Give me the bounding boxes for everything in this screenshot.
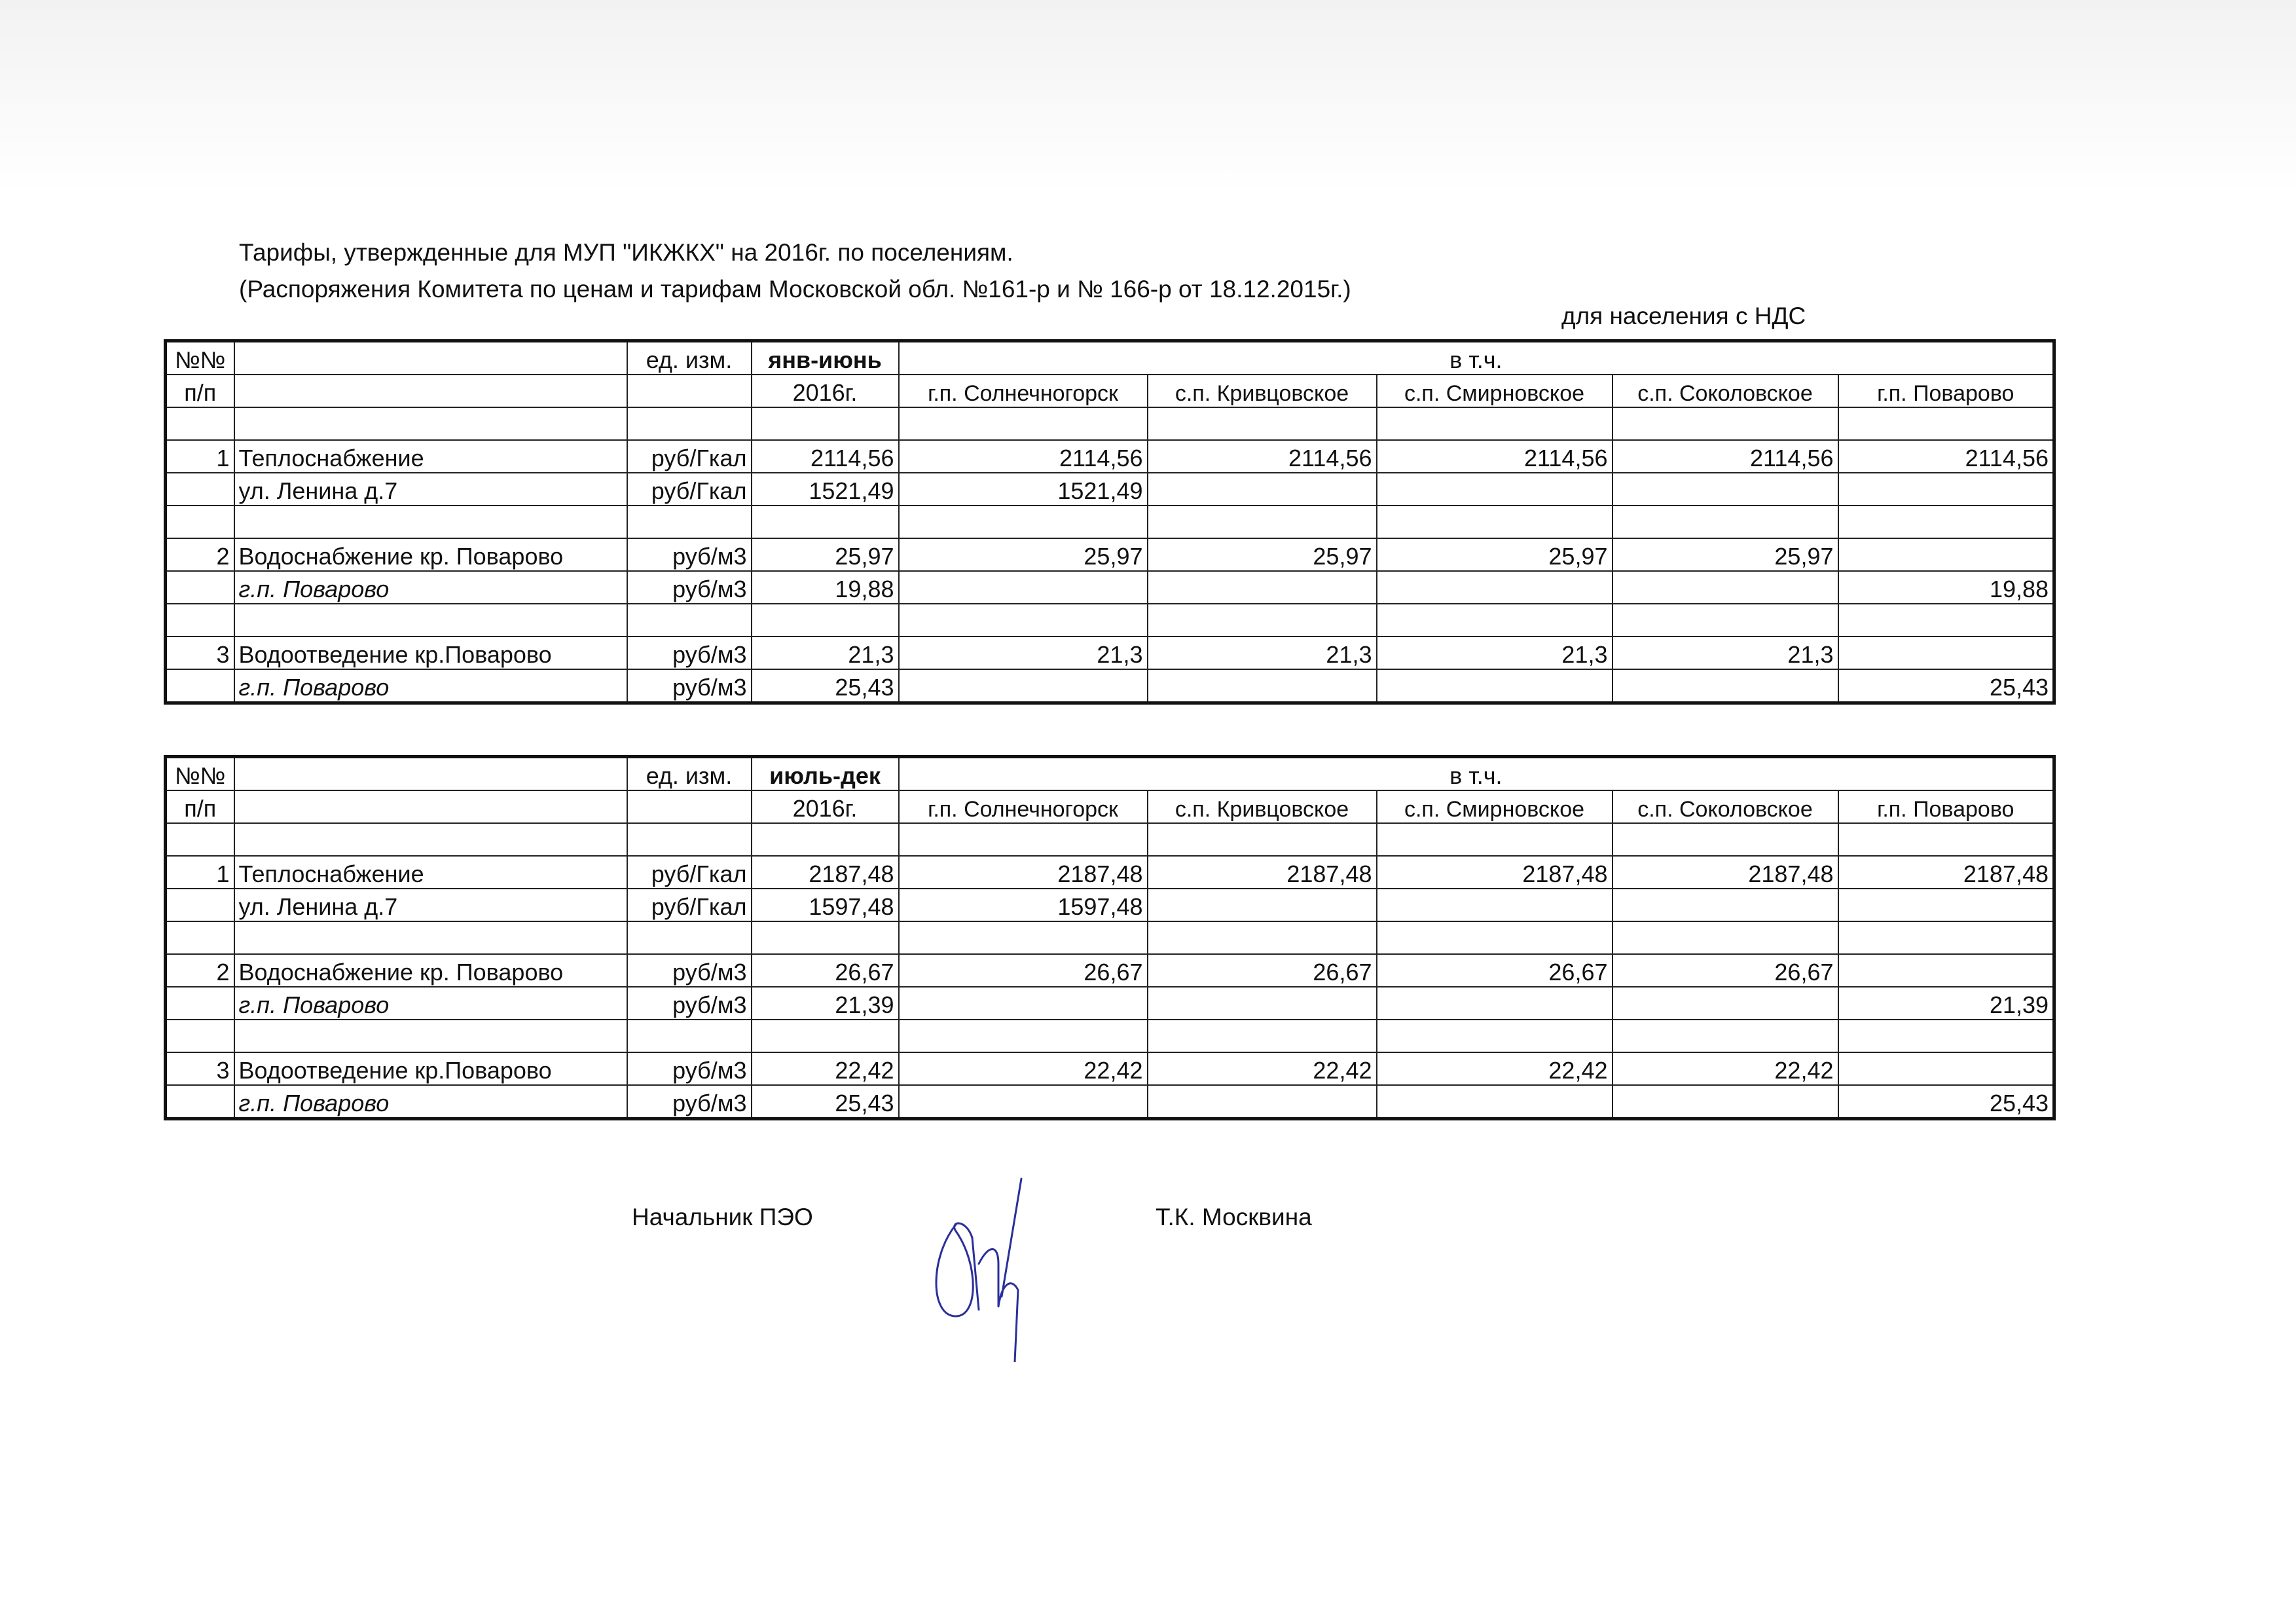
row-num: 3: [166, 1052, 234, 1085]
row-total: 22,42: [752, 1052, 899, 1085]
table-row: [166, 1085, 2054, 1119]
col-year: 2016г.: [752, 375, 899, 407]
row-value: 2187,48: [1148, 856, 1377, 889]
col-district-3: с.п. Смирновское: [1377, 790, 1613, 823]
row-value: [1148, 1085, 1377, 1119]
row-value: 25,43: [1838, 1085, 2054, 1119]
row-num: [166, 473, 234, 506]
row-name: г.п. Поварово: [234, 987, 627, 1020]
row-value: [1613, 1085, 1838, 1119]
population-vat-note: для населения с НДС: [1561, 303, 1806, 329]
row-value: [899, 669, 1148, 703]
row-value: 26,67: [1377, 954, 1613, 987]
row-value: 22,42: [1148, 1052, 1377, 1085]
row-value: 21,3: [899, 637, 1148, 669]
table-row: [166, 856, 2054, 889]
row-value: [1613, 889, 1838, 921]
col-district-1: г.п. Солнечногорск: [899, 375, 1148, 407]
col-name-blank: [234, 341, 627, 375]
row-total: 25,97: [752, 538, 899, 571]
row-total: 2187,48: [752, 856, 899, 889]
row-value: 22,42: [1613, 1052, 1838, 1085]
row-total: 25,43: [752, 669, 899, 703]
document-heading: [239, 234, 1351, 308]
header-row-1: [166, 341, 2054, 375]
row-num: 2: [166, 538, 234, 571]
signature-role: Начальник ПЭО: [632, 1204, 813, 1230]
row-value: 19,88: [1838, 571, 2054, 604]
row-value: 21,3: [1377, 637, 1613, 669]
row-total: 21,3: [752, 637, 899, 669]
table-row: [166, 538, 2054, 571]
row-unit: руб/м3: [627, 571, 752, 604]
row-total: 2114,56: [752, 440, 899, 473]
row-name: ул. Ленина д.7: [234, 473, 627, 506]
col-unit-blank: [627, 375, 752, 407]
table-row: [166, 954, 2054, 987]
col-period: янв-июнь: [752, 341, 899, 375]
signature-name: Т.К. Москвина: [1156, 1204, 1312, 1230]
row-num: [166, 987, 234, 1020]
row-name: Водоотведение кр.Поварово: [234, 1052, 627, 1085]
row-value: [1377, 1085, 1613, 1119]
table-row: [166, 669, 2054, 703]
row-unit: руб/м3: [627, 637, 752, 669]
row-value: [1148, 571, 1377, 604]
row-unit: руб/Гкал: [627, 473, 752, 506]
spacer-row: [166, 407, 2054, 440]
spacer-row: [166, 604, 2054, 637]
row-value: [1377, 571, 1613, 604]
row-value: 2187,48: [1377, 856, 1613, 889]
row-num: [166, 889, 234, 921]
row-value: [1838, 473, 2054, 506]
row-value: 1521,49: [899, 473, 1148, 506]
row-num: [166, 571, 234, 604]
row-value: [1377, 473, 1613, 506]
row-total: 21,39: [752, 987, 899, 1020]
row-value: 22,42: [1377, 1052, 1613, 1085]
row-name: ул. Ленина д.7: [234, 889, 627, 921]
row-value: [1838, 538, 2054, 571]
row-value: 25,97: [899, 538, 1148, 571]
col-district-5: г.п. Поварово: [1838, 375, 2054, 407]
row-name: г.п. Поварово: [234, 571, 627, 604]
col-num-line2: п/п: [166, 375, 234, 407]
col-district-2: с.п. Кривцовское: [1148, 375, 1377, 407]
row-value: 2187,48: [1613, 856, 1838, 889]
row-value: [899, 987, 1148, 1020]
spacer-row: [166, 506, 2054, 538]
row-name: Водоснабжение кр. Поварово: [234, 954, 627, 987]
col-num-line2: п/п: [166, 790, 234, 823]
row-value: [1838, 637, 2054, 669]
row-name: Водоснабжение кр. Поварово: [234, 538, 627, 571]
row-value: [1613, 987, 1838, 1020]
table-row: [166, 987, 2054, 1020]
col-period: июль-дек: [752, 757, 899, 791]
col-district-5: г.п. Поварово: [1838, 790, 2054, 823]
row-value: [1148, 889, 1377, 921]
row-name: г.п. Поварово: [234, 669, 627, 703]
row-value: [1377, 889, 1613, 921]
col-district-4: с.п. Соколовское: [1613, 375, 1838, 407]
row-name: Теплоснабжение: [234, 856, 627, 889]
col-district-1: г.п. Солнечногорск: [899, 790, 1148, 823]
row-value: [1148, 987, 1377, 1020]
row-num: 3: [166, 637, 234, 669]
row-value: [1377, 987, 1613, 1020]
row-value: [1838, 954, 2054, 987]
col-incl: в т.ч.: [899, 757, 2054, 791]
row-value: 2114,56: [1148, 440, 1377, 473]
tariff-table-h1: [164, 339, 2056, 705]
col-num-line1: №№: [166, 341, 234, 375]
table-row: [166, 1052, 2054, 1085]
row-value: [1148, 669, 1377, 703]
col-incl: в т.ч.: [899, 341, 2054, 375]
row-value: 2114,56: [1613, 440, 1838, 473]
table-row: [166, 473, 2054, 506]
row-value: 25,43: [1838, 669, 2054, 703]
col-unit: ед. изм.: [627, 757, 752, 791]
row-num: 1: [166, 856, 234, 889]
row-value: 2114,56: [1838, 440, 2054, 473]
row-value: 1597,48: [899, 889, 1148, 921]
col-district-4: с.п. Соколовское: [1613, 790, 1838, 823]
spacer-row: [166, 921, 2054, 954]
col-unit: ед. изм.: [627, 341, 752, 375]
row-value: 25,97: [1377, 538, 1613, 571]
row-name: Водоотведение кр.Поварово: [234, 637, 627, 669]
spacer-row: [166, 823, 2054, 856]
row-unit: руб/Гкал: [627, 889, 752, 921]
row-unit: руб/м3: [627, 1052, 752, 1085]
header-row-2: [166, 790, 2054, 823]
row-value: [899, 571, 1148, 604]
row-value: [899, 1085, 1148, 1119]
row-value: 26,67: [1148, 954, 1377, 987]
row-unit: руб/м3: [627, 987, 752, 1020]
header-row-2: [166, 375, 2054, 407]
row-unit: руб/м3: [627, 1085, 752, 1119]
row-unit: руб/Гкал: [627, 856, 752, 889]
row-total: 26,67: [752, 954, 899, 987]
row-unit: руб/Гкал: [627, 440, 752, 473]
tariff-table-h2: [164, 755, 2056, 1120]
col-unit-blank: [627, 790, 752, 823]
row-value: 2187,48: [899, 856, 1148, 889]
row-value: 25,97: [1148, 538, 1377, 571]
col-name-blank: [234, 790, 627, 823]
row-value: [1148, 473, 1377, 506]
row-value: [1613, 473, 1838, 506]
row-value: [1377, 669, 1613, 703]
row-unit: руб/м3: [627, 669, 752, 703]
row-total: 19,88: [752, 571, 899, 604]
row-value: [1613, 669, 1838, 703]
row-value: 21,3: [1148, 637, 1377, 669]
header-row-1: [166, 757, 2054, 791]
row-num: 2: [166, 954, 234, 987]
heading-line-2: (Распоряжения Комитета по ценам и тарифам Московской обл. №161-р и № 166-р от 18.12.2015г.): [239, 276, 1351, 303]
handwritten-signature: [917, 1166, 1061, 1362]
row-unit: руб/м3: [627, 954, 752, 987]
col-name-blank: [234, 375, 627, 407]
row-value: 21,3: [1613, 637, 1838, 669]
table-row: [166, 889, 2054, 921]
scan-noise-band: [0, 0, 2296, 196]
row-value: 25,97: [1613, 538, 1838, 571]
row-value: [1613, 571, 1838, 604]
spacer-row: [166, 1020, 2054, 1052]
row-total: 1521,49: [752, 473, 899, 506]
row-value: [1838, 889, 2054, 921]
row-num: 1: [166, 440, 234, 473]
table-row: [166, 637, 2054, 669]
col-district-3: с.п. Смирновское: [1377, 375, 1613, 407]
row-value: 21,39: [1838, 987, 2054, 1020]
row-total: 25,43: [752, 1085, 899, 1119]
row-value: 22,42: [899, 1052, 1148, 1085]
row-value: 2187,48: [1838, 856, 2054, 889]
row-name: г.п. Поварово: [234, 1085, 627, 1119]
heading-line-1: Тарифы, утвержденные для МУП "ИКЖКХ" на 2016г. по поселениям.: [239, 239, 1013, 266]
col-name-blank: [234, 757, 627, 791]
row-value: 2114,56: [899, 440, 1148, 473]
col-district-2: с.п. Кривцовское: [1148, 790, 1377, 823]
row-value: 26,67: [899, 954, 1148, 987]
col-year: 2016г.: [752, 790, 899, 823]
row-total: 1597,48: [752, 889, 899, 921]
table-row: [166, 440, 2054, 473]
row-unit: руб/м3: [627, 538, 752, 571]
table-row: [166, 571, 2054, 604]
col-num-line1: №№: [166, 757, 234, 791]
row-value: 26,67: [1613, 954, 1838, 987]
row-value: 2114,56: [1377, 440, 1613, 473]
row-value: [1838, 1052, 2054, 1085]
row-num: [166, 1085, 234, 1119]
row-name: Теплоснабжение: [234, 440, 627, 473]
row-num: [166, 669, 234, 703]
